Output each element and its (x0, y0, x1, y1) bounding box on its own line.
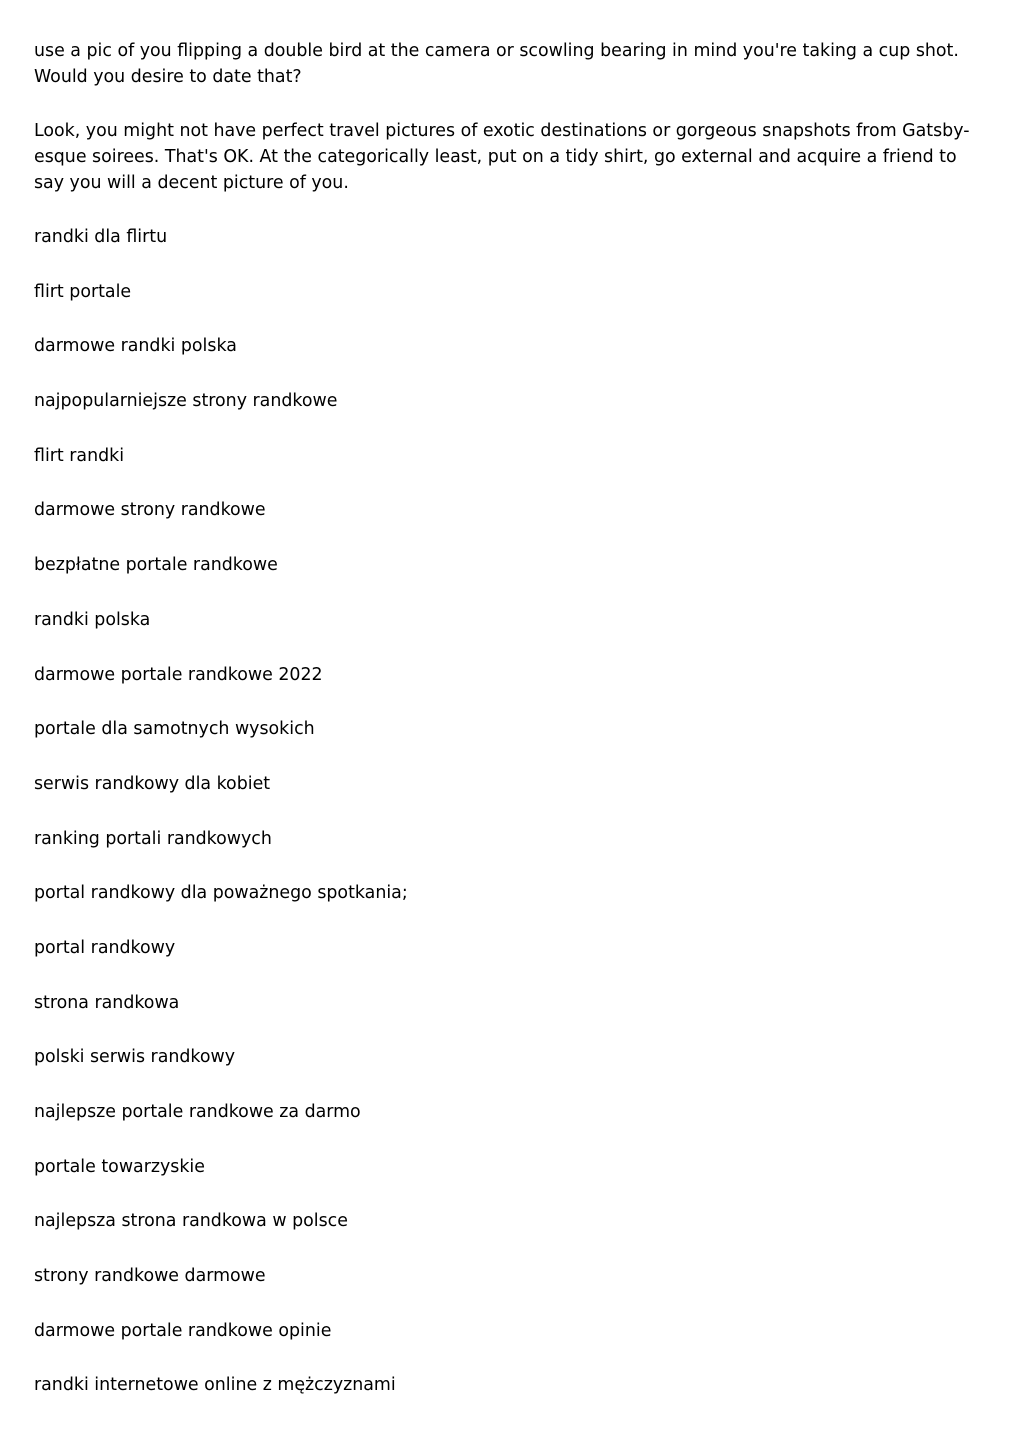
keyword-line: bezpłatne portale randkowe (34, 555, 278, 576)
keyword-line: darmowe randki polska (34, 336, 237, 357)
keyword-line: strona randkowa (34, 992, 180, 1013)
keyword-line: ranking portali randkowych (34, 828, 272, 849)
keyword-line: najlepsze portale randkowe za darmo (34, 1102, 361, 1122)
keyword-line: flirt portale (34, 281, 132, 302)
keyword-line: najlepsza strona randkowa w polsce (34, 1211, 348, 1232)
keyword-line: randki polska (34, 609, 151, 630)
keyword-line: darmowe strony randkowe (34, 500, 266, 521)
keyword-line: strony randkowe darmowe (34, 1266, 266, 1287)
paragraph-photo-advice: use a pic of you flipping a double bird at the camera or scowling bearing in mind you're taking a cup shot. Would you desire to date that? (34, 41, 959, 87)
keyword-line: darmowe portale randkowe opinie (34, 1320, 332, 1341)
keyword-line: portal randkowy dla poważnego spotkania; (34, 883, 408, 904)
paragraph-travel-pictures: Look, you might not have perfect travel pictures of exotic destinations or gorgeous snapshots from Gatsby-esque soirees. That's OK. At the categorically least, put on a tidy shirt, go external and acquire a friend to say you will a decent picture of you. (34, 121, 970, 193)
keyword-line: portale dla samotnych wysokich (34, 719, 315, 740)
keyword-line: serwis randkowy dla kobiet (34, 773, 271, 794)
keyword-line: portale towarzyskie (34, 1156, 205, 1177)
keyword-line: flirt randki (34, 445, 125, 466)
keyword-line: randki dla flirtu (34, 227, 168, 247)
keyword-line: polski serwis randkowy (34, 1047, 236, 1068)
keyword-line: randki internetowe online z mężczyznami (34, 1375, 396, 1396)
keyword-line: darmowe portale randkowe 2022 (34, 664, 323, 685)
keyword-line: najpopularniejsze strony randkowe (34, 391, 338, 412)
keyword-list (34, 224, 990, 1398)
keyword-line: portal randkowy (34, 937, 176, 958)
